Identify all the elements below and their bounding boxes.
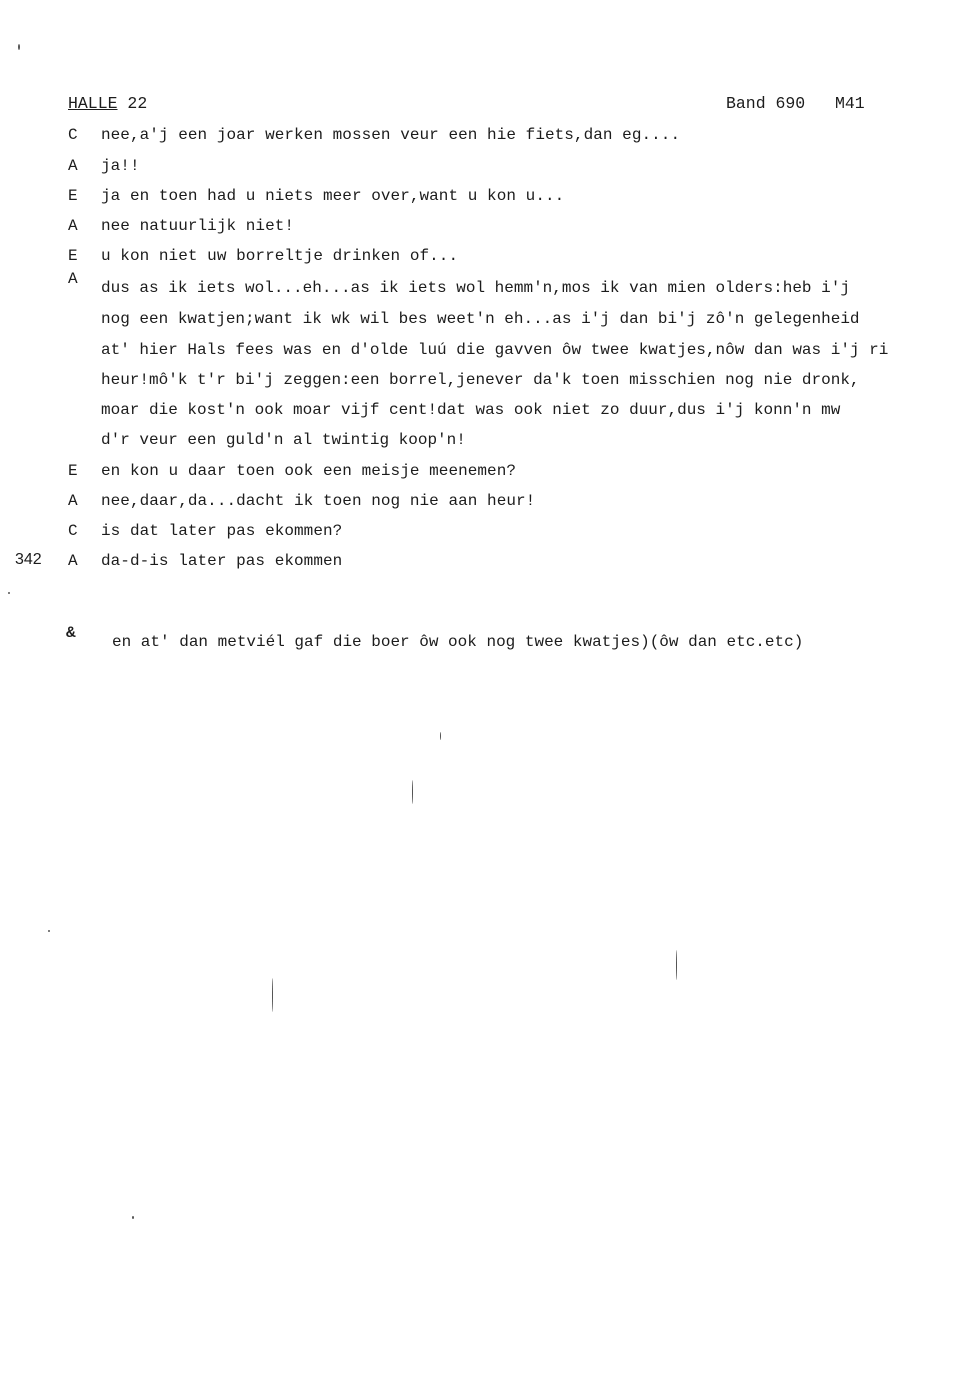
- line-text: ja en toen had u niets meer over,want u kon u...: [101, 187, 565, 205]
- long-turn-line: d'r veur een guld'n al twintig koop'n!: [101, 431, 466, 449]
- scan-speck: [48, 930, 50, 932]
- long-turn-line: nog een kwatjen;want ik wk wil bes weet'n eh...as i'j dan bi'j zô'n gelegenheid: [101, 310, 860, 328]
- dialogue-line: [0, 157, 973, 187]
- line-text: nee,daar,da...dacht ik toen nog nie aan heur!: [101, 492, 536, 510]
- speaker-label: A: [68, 492, 78, 510]
- scan-speck: [412, 780, 413, 804]
- header-title: [68, 94, 147, 113]
- dialogue-line: [0, 126, 973, 156]
- header-tape-label: [726, 94, 865, 113]
- scan-speck: [132, 1216, 134, 1219]
- dialogue-line: [0, 552, 973, 582]
- long-turn-line: heur!mô'k t'r bi'j zeggen:een borrel,jenever da'k toen misschien nog nie dronk,: [101, 371, 860, 389]
- line-text: nee natuurlijk niet!: [101, 217, 295, 235]
- dialogue-line: [0, 522, 973, 552]
- speaker-label: A: [68, 217, 78, 235]
- dialogue-line: [0, 247, 973, 277]
- line-text: u kon niet uw borreltje drinken of...: [101, 247, 459, 265]
- line-text: is dat later pas ekommen?: [101, 522, 343, 540]
- scan-speck: [8, 592, 10, 594]
- scan-speck: [18, 44, 20, 50]
- line-text: nee,a'j een joar werken mossen veur een hie fiets,dan eg....: [101, 126, 681, 144]
- scan-speck: [440, 732, 441, 740]
- long-turn-line: moar die kost'n ook moar vijf cent!dat was ook niet zo duur,dus i'j konn'n mw: [101, 401, 841, 419]
- line-text: en kon u daar toen ook een meisje meenemen?: [101, 462, 517, 480]
- dialogue-line: [0, 492, 973, 522]
- scan-speck: [676, 950, 677, 980]
- header-place: HALLE: [68, 94, 118, 113]
- long-turn-line: dus as ik iets wol...eh...as ik iets wol hemm'n,mos ik van mien olders:heb i'j: [101, 279, 850, 297]
- speaker-label: C: [68, 522, 78, 540]
- header-page-number: 22: [127, 94, 148, 113]
- header-code: M41: [834, 94, 865, 113]
- margin-counter: 342: [15, 551, 42, 568]
- dialogue-line: [0, 462, 973, 492]
- speaker-label: A: [68, 157, 78, 175]
- long-turn-line: at' hier Hals fees was en d'olde luú die gavven ôw twee kwatjes,nôw dan was i'j ri: [101, 341, 889, 359]
- dialogue-line: [0, 217, 973, 247]
- scan-speck: [272, 978, 273, 1012]
- speaker-label: E: [68, 187, 78, 205]
- line-text: da-d-is later pas ekommen: [101, 552, 343, 570]
- speaker-label: E: [68, 462, 78, 480]
- header-band: Band 690: [726, 94, 806, 113]
- dialogue-line: [0, 187, 973, 217]
- speaker-label: A: [68, 270, 78, 288]
- speaker-label: C: [68, 126, 78, 144]
- speaker-label: A: [68, 552, 78, 570]
- footnote-text: en at' dan metviél gaf die boer ôw ook nog twee kwatjes)(ôw dan etc.etc): [112, 633, 804, 651]
- line-text: ja!!: [101, 157, 140, 175]
- speaker-label: E: [68, 247, 78, 265]
- footnote-marker: &: [66, 624, 76, 642]
